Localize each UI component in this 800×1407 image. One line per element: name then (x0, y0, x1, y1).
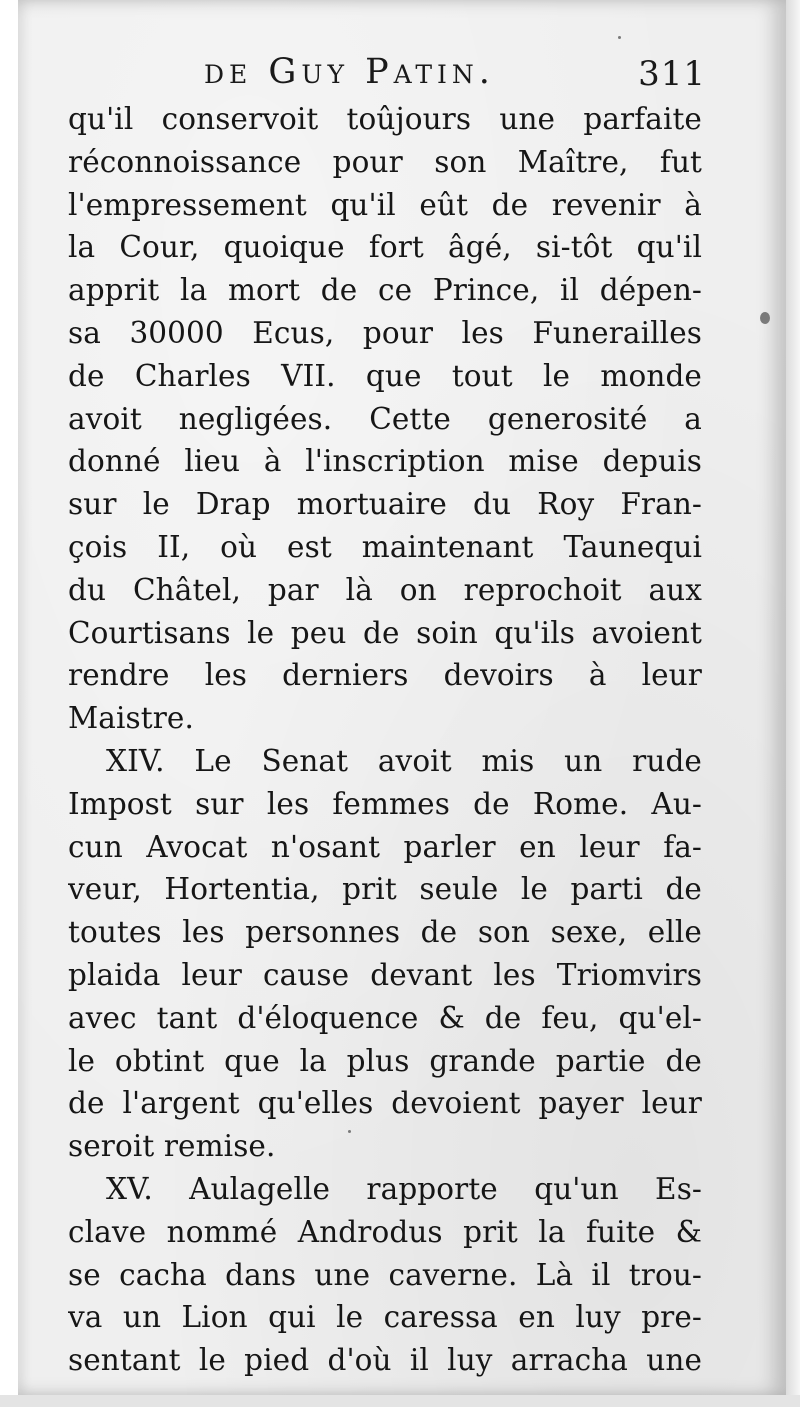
text-line: Courtisans le peu de soin qu'ils avoient (68, 615, 702, 650)
text-line: sentant le pied d'où il luy arracha une (68, 1343, 702, 1378)
text-line: sa 30000 Ecus, pour les Funerailles (68, 315, 702, 350)
page-header (18, 48, 788, 98)
text-line: se cacha dans une caverne. Là il trou- (68, 1257, 702, 1292)
text-line: la Cour, quoique fort âgé, si-tôt qu'il (68, 230, 702, 265)
text-line: apprit la mort de ce Prince, il dépen- (68, 273, 702, 308)
running-title: de Guy Patin. (204, 52, 495, 92)
text-line: avec tant d'éloquence & de feu, qu'el- (68, 1000, 702, 1035)
text-line: de l'argent qu'elles devoient payer leur (68, 1086, 702, 1121)
text-line: va un Lion qui le caressa en luy pre- (68, 1300, 702, 1335)
body-text (68, 98, 702, 1382)
text-line: sur le Drap mortuaire du Roy Fran- (68, 487, 702, 522)
text-line: clave nommé Androdus prit la fuite & (68, 1214, 702, 1249)
text-line: veur, Hortentia, prit seule le parti de (68, 872, 702, 907)
text-line: le obtint que la plus grande partie de (68, 1043, 702, 1078)
section-heading-line: XIV. Le Senat avoit mis un rude (106, 743, 702, 778)
paper-speck (618, 36, 621, 39)
text-line: du Châtel, par là on reprochoit aux (68, 572, 702, 607)
text-line: rendre les derniers devoirs à leur (68, 658, 702, 693)
text-line: avoit negligées. Cette generosité a (68, 401, 702, 436)
section-heading-line: XV. Aulagelle rapporte qu'un Es- (106, 1171, 702, 1206)
text-line: donné lieu à l'inscription mise depuis (68, 444, 702, 479)
text-line: plaida leur cause devant les Triomvirs (68, 957, 702, 992)
paper-speck (760, 312, 770, 324)
page-edge-bottom (0, 1395, 800, 1407)
text-line: cun Avocat n'osant parler en leur fa- (68, 829, 702, 864)
page-edge-right (786, 0, 800, 1407)
text-line: qu'il conservoit toûjours une parfaite (68, 102, 702, 136)
text-line: toutes les personnes de son sexe, elle (68, 915, 702, 950)
text-line: Impost sur les femmes de Rome. Au- (68, 786, 702, 821)
text-line: de Charles VII. que tout le monde (68, 358, 702, 393)
text-line: l'empressement qu'il eût de revenir à (68, 187, 702, 222)
text-line: réconnoissance pour son Maître, fut (68, 144, 702, 179)
text-line: Maistre. (68, 701, 194, 736)
book-page (18, 0, 788, 1395)
page-number: 311 (638, 54, 706, 94)
text-line: çois II, où est maintenant Taunequi (68, 529, 702, 564)
paper-speck (348, 1130, 351, 1133)
text-line: seroit remise. (68, 1129, 276, 1164)
